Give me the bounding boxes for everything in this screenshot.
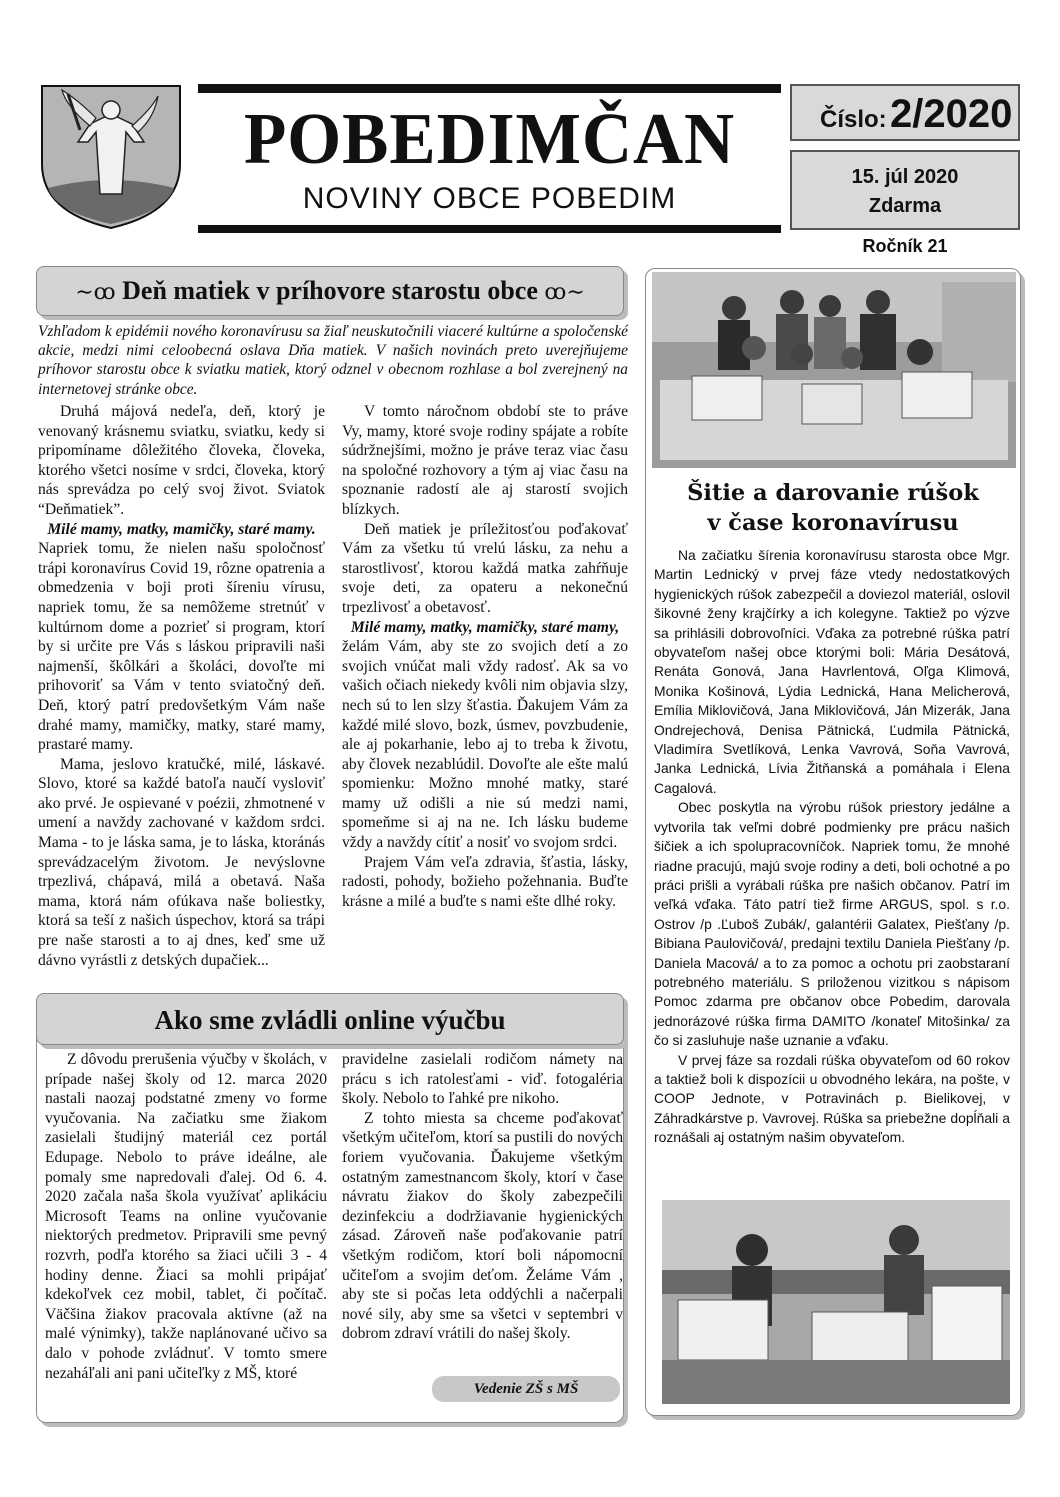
newspaper-title: POBEDIMČAN [243, 98, 736, 179]
issue-date: 15. júl 2020 [851, 166, 959, 188]
salutation: Milé mamy, matky, mamičky, staré mamy, [350, 618, 620, 636]
article2-banner [36, 993, 624, 1045]
article3-title [652, 478, 1014, 538]
issue-box [790, 84, 1020, 141]
issue-number: 2/2020 [890, 92, 1013, 136]
paragraph: Z tohto miesta sa chceme poďakovať všetkým učiteľom, ktorí sa pustili do nových foriem vyučovania. Ďakujeme všetkým ostatným zamestnancom školy, ktorí v čase návratu žiakov do školy zabezpečili dezinfekciu a dodržiavanie hygienických zásad. Zároveň naše poďakovanie patrí všetkým rodičom, ktorí boli nápomocní učiteľom a svojim deťom. Želáme Vám , aby ste si počas leta oddýchli a načerpali nové sily, aby sme sa všetci v septembri v dobrom zdraví vrátili do našej školy. [342, 1109, 623, 1343]
article3-body [654, 546, 1010, 1148]
seamstresses-group-photo [652, 272, 1016, 468]
article3-title-line1: Šitie a darovanie rúšok [687, 480, 979, 506]
article1-column1 [38, 402, 325, 970]
paragraph: Na začiatku šírenia koronavírusu starosta obce Mgr. Martin Lednický v prvej fáze vtedy nedostatkových hygienických rúšok zabezpečil a doviezol materiál, oslovil šikovné ženy krajčírky a ich kolegyne. Taktiež po výzve sa prihlásili dobrovoľníci. Vďaka za potrebné rúška patrí obyvateľom našej obce ktorými boli: Mária Desátová, Renáta Gonová, Jana Havrlentová, Oľga Klimová, Monika Košinová, Lýdia Lednická, Hana Melicherová, Emília Miklovičová, Jana Miklovičová, Ján Mizerák, Jana Ondrejechová, Denisa Pätnická, Ľudmila Pätnická, Vladimíra Svetlíková, Lenka Vavrová, Soňa Vavrová, Janka Lednická, Lívia Žitňanská a pomáhala i Elena Cagalová. [654, 547, 1010, 796]
article2-signature: Vedenie ZŠ s MŠ [432, 1376, 620, 1402]
paragraph: Obec poskytla na výrobu rúšok priestory jedálne a vytvorila tak veľmi dobré podmienky pre prácu našich šičiek a ich spolupracovníčok. Napriek tomu, že mnohé riadne pracujú, majú svoje rodiny a deti, boli ochotné a po práci prišli a vyrábali rúška pre našich občanov. Patrí im veľká vďaka. Táto patrí tiež firme ARGUS, spol. s r.o. Ostrov /p .Ľuboš Zubák/, galantérii Galatex, Piešťany /p. Bibiana Paulovičová/, predajni textilu Daniela Piešťany /p. Daniela Macová/ a to za pomoc a ochotu pri zaobstaraní potrebného materiálu. S priloženou vizitkou s nápisom Pomoc zdarma pre občanov obce Pobedim, darovala jednorázové rúška firma DAMITO /konateľ Mitošinka/ za čo si zasluhuje naše uznanie a vďaku. [654, 799, 1010, 1049]
paragraph: V tomto náročnom období ste to práve Vy, mamy, ktoré svoje rodiny spájate a robíte súdržnejšími, možno je práve teraz viac času na spoločné rozhovory a tým aj viac času na spoznanie radostí ale aj starostí svojich blízkych. [342, 403, 628, 518]
paragraph: Z dôvodu prerušenia výučby v školách, v prípade našej školy od 12. marca 2020 nastali naozaj podstatné zmeny vo forme vyučovania. Na začiatku sme žiakom zasielali študijný materiál cez portál Edupage. Nebolo to práve ideálne, ale pomaly sme napredovali ďalej. Od 6. 4. 2020 začala naša škola využívať aplikáciu Microsoft Teams na online vyučovanie niektorých predmetov. Pripravili sme pevný rozvrh, podľa ktorého sa žiaci učili 3 - 4 hodiny denne. Žiaci sa mohli pripájať kdekoľvek cez mobil, tablet, či počítač. Väčšina žiakov pracovala aktívne (až na malé výnimky), takže naplánované učivo sa dalo v pohode zvládnuť. V tomto smere nezaháľali ani pani učiteľky z MŠ, ktoré [45, 1051, 327, 1382]
paragraph: pravidelne zasielali rodičom námety na prácu s ich ratolesťami - viď. fotogaléria školy. Nebolo to ľahké pre nikoho. [342, 1051, 623, 1108]
article1-lead: Vzhľadom k epidémii nového koronavírusu sa žiaľ neuskutočnili viaceré kultúrne a spoločenské akcie, medzi nimi celoobecná oslava Dňa matiek. V našich novinách preto uverejňujeme príhovor starostu obce k sviatku matiek, ktorý odznel v obecnom rozhlase a bol zverejnený na internetovej stránke obce. [38, 323, 628, 398]
article1-column2 [342, 402, 628, 911]
article2-column1 [45, 1050, 327, 1383]
article3-title-line2: v čase koronavírusu [707, 510, 959, 536]
issue-label: Číslo: [820, 106, 887, 133]
newspaper-subtitle: NOVINY OBCE POBEDIM [302, 182, 677, 215]
salutation: Milé mamy, matky, mamičky, staré mamy. [47, 520, 316, 538]
ornament-left-icon: ∼ꝏ [75, 279, 116, 304]
coat-of-arms [38, 84, 184, 230]
group-photo-icon [652, 272, 1016, 468]
paragraph: Druhá májová nedeľa, deň, ktorý je venovaný krásnemu sviatku, sviatku, kedy si pripomíname dôležitého človeka, človeka, ktorého všetci nosíme v srdci, človeka, ktorý nás sprevádza po celý svoj život. Sviatok “Deňmatiek”. [38, 403, 325, 518]
article1-banner [36, 266, 624, 316]
sewing-photo-icon [662, 1200, 1010, 1404]
sewing-machines-photo [662, 1200, 1010, 1404]
masthead-top-rule [198, 84, 781, 93]
paragraph: V prvej fáze sa rozdali rúška obyvateľom od 60 rokov a taktiež boli k dispozícii u obvodného lekára, na pošte, v COOP Jednote, v Potravinách p. Bielikovej, v Záhradkárstve p. Vavrovej. Rúška sa priebežne dopĺňali a roznášali aj ostatným našim obyvateľom. [654, 1051, 1010, 1146]
paragraph: Deň matiek je príležitosťou poďakovať Vám za všetku tú vrelú lásku, za nehu a starostlivosť, ktorou každá matka zahŕňuje svoje deti, za opateru a nekonečnú trpezlivosť a obetavosť. [342, 520, 628, 616]
masthead-bottom-rule [198, 225, 781, 233]
ornament-right-icon: ꝏ∼ [544, 279, 585, 304]
paragraph: želám Vám, aby ste zo svojich detí a zo svojich vnúčat mali vždy radosť. Ak sa vo vašich očiach niekedy kvôli nim objavia slzy, nech sú to len slzy šťastia. Ďakujem Vám za každé milé slovo, bozk, úsmev, povzbudenie, ale aj pokarhanie, lebo aj to treba k životu, aby človek nezablúdil. Dovoľte ale ešte malú spomienku: Možno mnohé matky, staré mamy už odišli a nie sú medzi nami, spomeňme si aj na ne. Ich lásku budeme vždy a navždy cítiť a nosiť vo svojom srdci. [342, 638, 628, 852]
paragraph: Napriek tomu, že nielen našu spoločnosť trápi koronavírus Covid 19, rôzne opatrenia a obmedzenia v boji proti šíreniu vírusu, napriek tomu, že sa nemôžeme stretnúť v kultúrnom dome a pozrieť si program, ktorí by si určite pre Vás s láskou pripravili naši najmenší, škôlkári a školáci, dovoľte mi prihovoriť sa Vám v tento sviatočný deň. Deň, ktorý patrí predovšetkým Vám naše drahé mamy, mamičky, matky, staré mamy, prastaré mamy. [38, 540, 325, 754]
article2-column2 [342, 1050, 623, 1344]
masthead [198, 84, 781, 234]
paragraph: Mama, jeslovo kratučké, milé, láskavé. Slovo, ktoré sa každé batoľa naučí vysloviť ako prvé. Je ospievané v poézii, zhmotnené v umení a navždy zachované v každom srdci. Mama - to je láska sama, je to láska, ktoránás sprevádzacelým životom. Je nevýslovne trpezlivá, chápavá, milá a obetavá. Naša mama, ktorá nám ofúkava naše boliestky, ktorá sa teší z našich úspechov, ktorá sa trápi pre naše starosti a to aj dnes, keď sme už dávno vyrástli z detských dupačiek... [38, 755, 325, 969]
date-box [790, 150, 1020, 230]
article1-title: Deň matiek v príhovore starostu obce [122, 276, 538, 305]
article2-title: Ako sme zvládli online výučbu [154, 1005, 506, 1035]
issue-price: Zdarma [868, 195, 942, 217]
volume-label: Ročník 21 [862, 236, 948, 256]
paragraph: Prajem Vám veľa zdravia, šťastia, lásky, radosti, pohody, božieho požehnania. Buďte krásne a milé a buďte s nami ešte dlhé roky. [342, 853, 628, 910]
angel-coat-of-arms-icon [38, 84, 184, 230]
